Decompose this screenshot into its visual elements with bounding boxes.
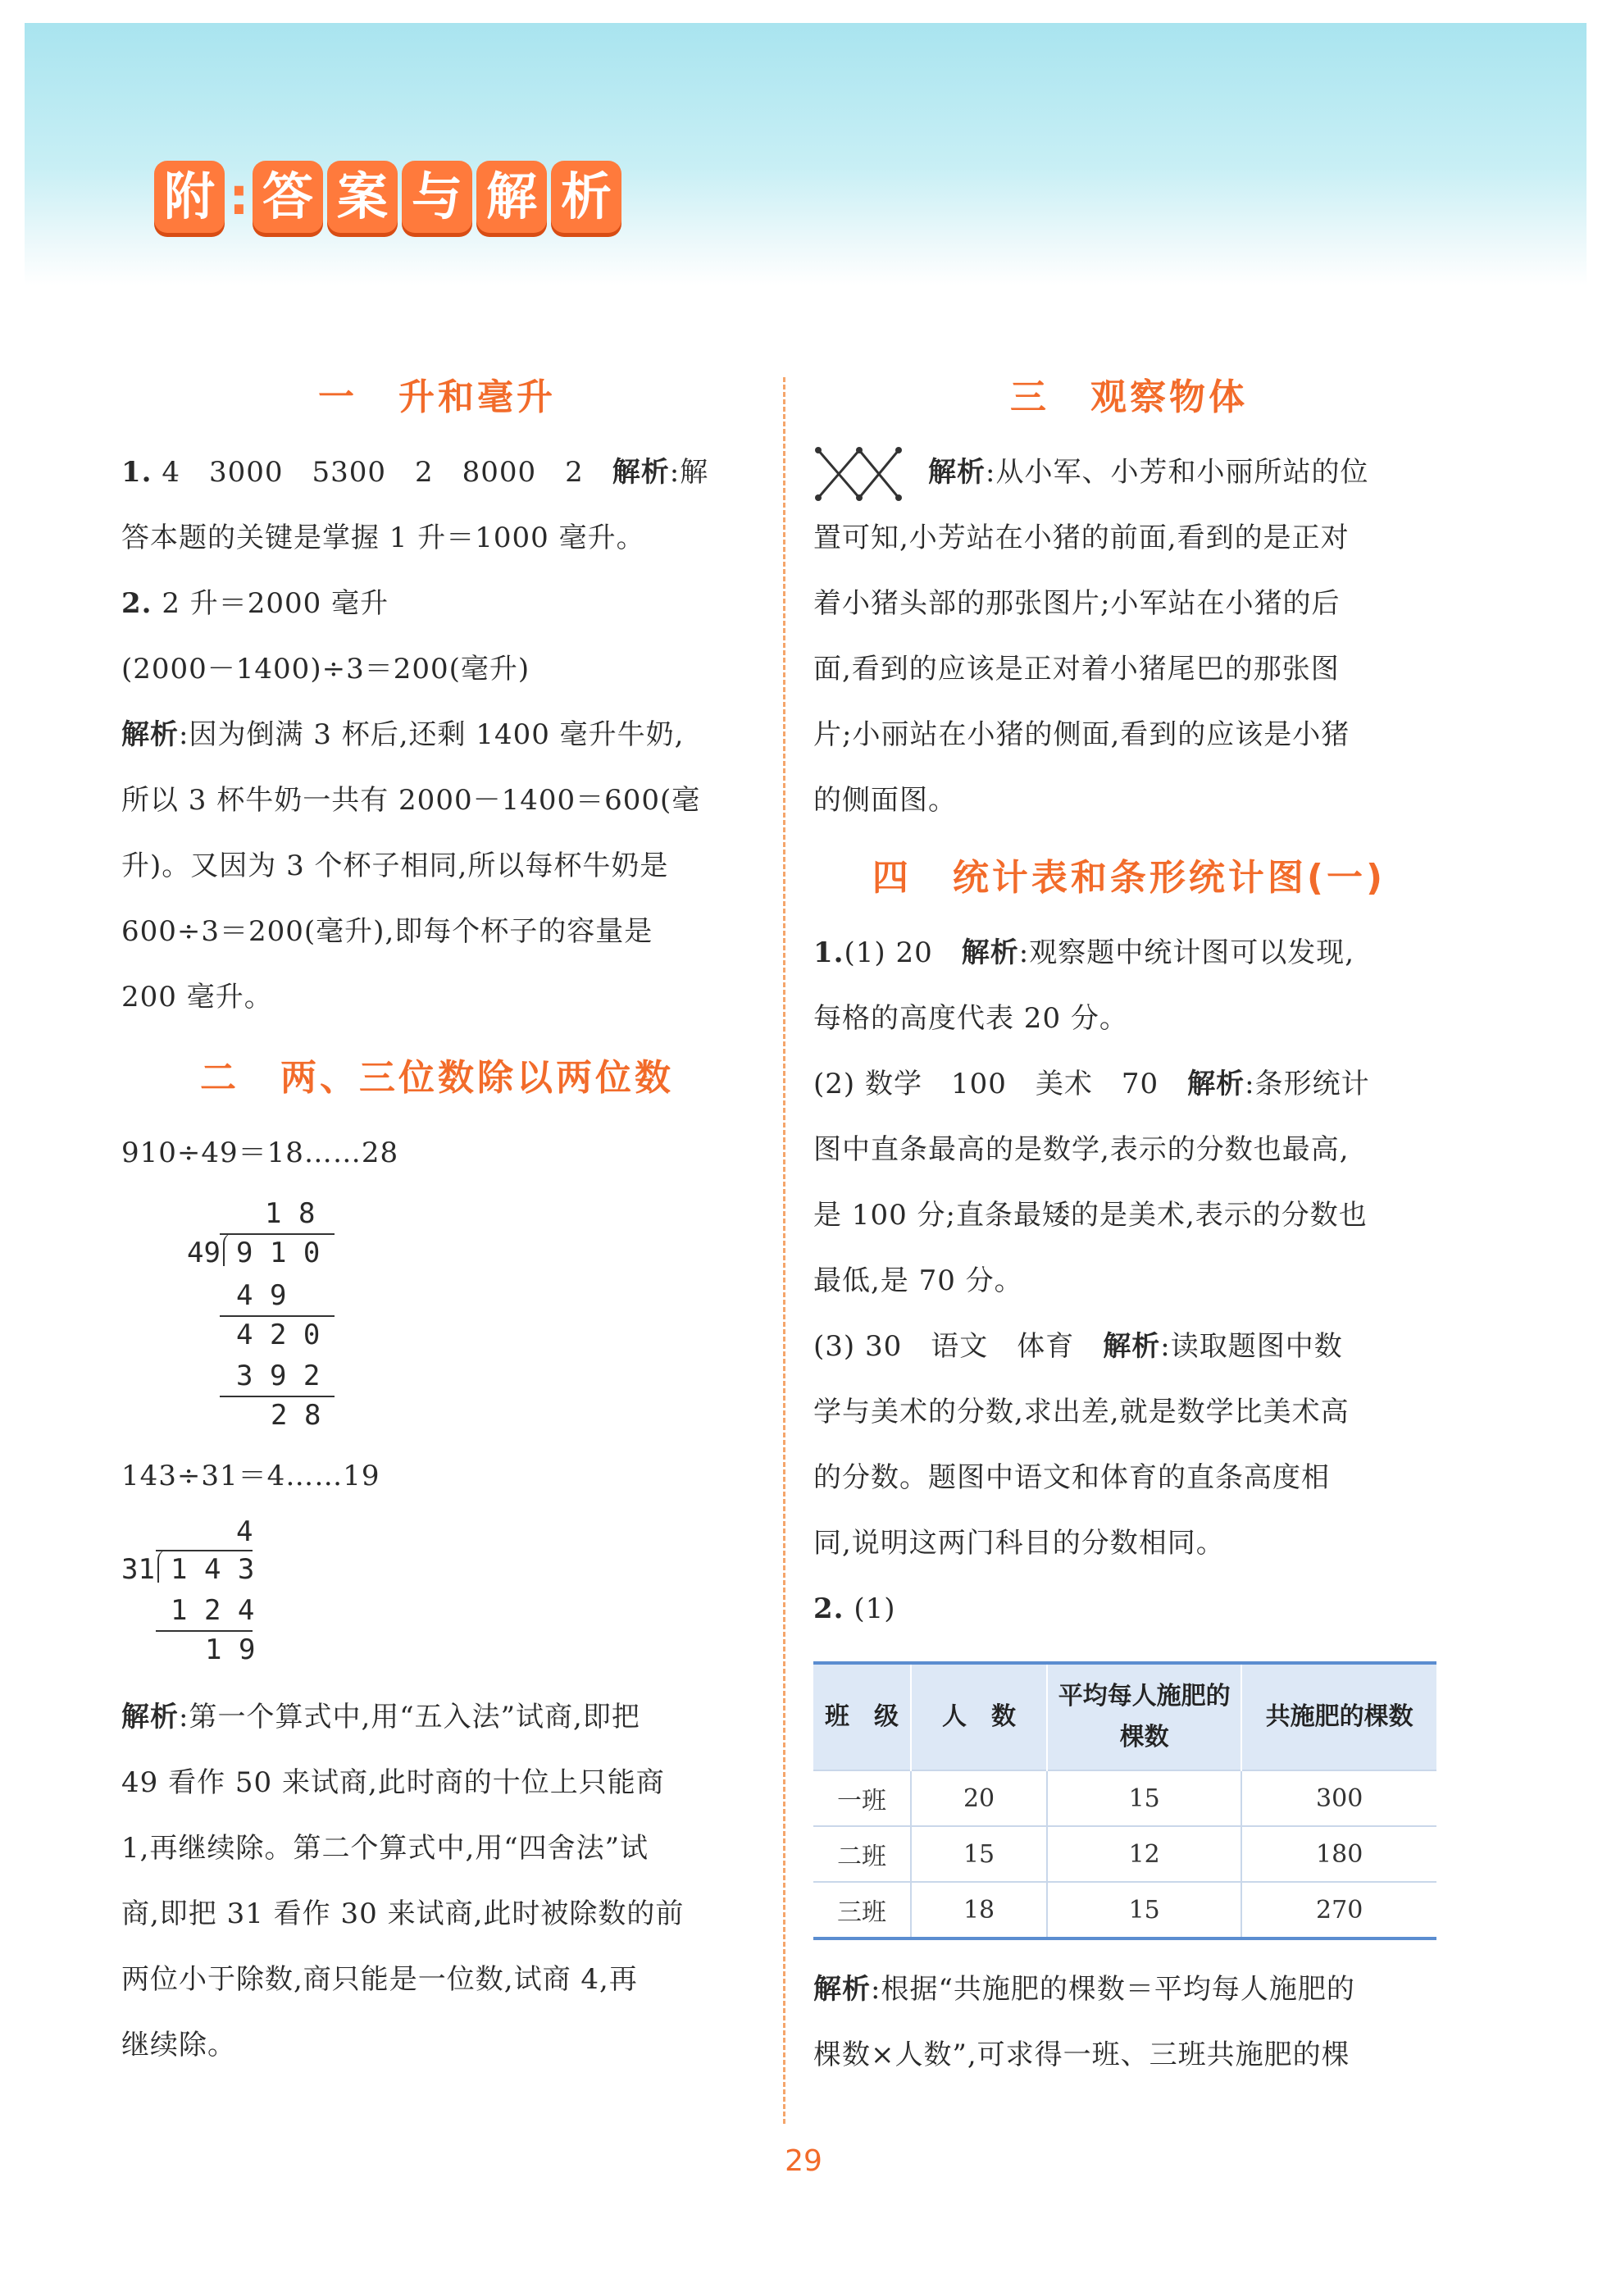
equation-1: 910÷49＝18……28 [121,1137,399,1169]
analysis-2-line: 解析:因为倒满 3 杯后,还剩 1400 毫升牛奶, [121,718,685,751]
table-header: 共施肥的棵数 [1241,1663,1436,1770]
section-title-2: 二 两、三位数除以两位数 [200,1057,674,1099]
analysis-3-line: 1,再继续除。第二个算式中,用“四舍法”试 [121,1832,649,1865]
analysis-3-line: 49 看作 50 来试商,此时商的十位上只能商 [121,1766,665,1799]
right-column [813,353,1445,2088]
analysis-2-line: 所以 3 杯牛奶一共有 2000－1400＝600(毫 [121,784,701,817]
table-cell: 15 [1047,1770,1241,1826]
analysis-2-line: 600÷3＝200(毫升),即每个杯子的容量是 [121,915,653,948]
analysis-2-line: 200 毫升。 [121,981,273,1014]
title-colon: : [229,166,249,226]
table-cell: 15 [911,1826,1047,1882]
header-band [25,23,1587,285]
analysis-observe-line: 片;小丽站在小猪的侧面,看到的应该是小猪 [813,718,1350,751]
left-column [121,353,753,2078]
answer-stat-3-line: 学与美术的分数,求出差,就是数学比美术高 [813,1396,1350,1428]
column-divider [783,377,785,2124]
section-title-4: 四 统计表和条形统计图(一) [872,857,1386,899]
table-cell: 20 [911,1770,1047,1826]
answer-1: 1. 4 3000 5300 2 8000 2 解析:解 [121,456,709,489]
analysis-observe-line: 置可知,小芳站在小猪的前面,看到的是正对 [813,522,1350,554]
answer-stat-2-line: 是 100 分;直条最矮的是美术,表示的分数也 [813,1199,1368,1232]
table-cell: 18 [911,1882,1047,1938]
title-char: 附 [154,161,225,233]
answer-stat-1-line: 每格的高度代表 20 分。 [813,1002,1128,1035]
table-cell: 15 [1047,1882,1241,1938]
answer-table-q: 2. (1) [813,1592,896,1625]
table-header: 人 数 [911,1663,1047,1770]
table-cell: 300 [1241,1770,1436,1826]
table-row [813,1770,1436,1826]
answer-1-line2: 答本题的关键是掌握 1 升＝1000 毫升。 [121,522,645,554]
table-header-row [813,1663,1436,1770]
section-title-3: 三 观察物体 [1010,376,1248,418]
fertilizer-table [813,1661,1436,1940]
answer-stat-1: 1.(1) 20 解析:观察题中统计图可以发现, [813,936,1354,969]
page-title [154,161,626,235]
page-number: 29 [785,2144,822,2178]
answer-stat-3-line: 同,说明这两门科目的分数相同。 [813,1527,1225,1560]
answer-stat-2-line: 图中直条最高的是数学,表示的分数也最高, [813,1133,1350,1166]
line-matching-diagram [813,445,904,503]
answer-2: 2. 2 升＝2000 毫升 [121,587,389,620]
answer-stat-2: (2) 数学 100 美术 70 解析:条形统计 [813,1068,1370,1100]
analysis-3-line: 解析:第一个算式中,用“五入法”试商,即把 [121,1701,640,1733]
analysis-table-line: 解析:根据“共施肥的棵数＝平均每人施肥的 [813,1973,1355,2006]
title-char: 答 [253,161,323,233]
analysis-2-line: 升)。又因为 3 个杯子相同,所以每杯牛奶是 [121,850,669,882]
section-title-1: 一 升和毫升 [318,376,556,418]
analysis-3-line: 两位小于除数,商只能是一位数,试商 4,再 [121,1963,638,1996]
analysis-observe-line: 解析:从小军、小芳和小丽所站的位 [813,440,1445,505]
table-cell: 一班 [813,1770,911,1826]
analysis-observe-line: 面,看到的应该是正对着小猪尾巴的那张图 [813,653,1340,686]
answer-2-formula: (2000－1400)÷3＝200(毫升) [121,653,530,686]
answer-stat-3: (3) 30 语文 体育 解析:读取题图中数 [813,1330,1343,1363]
analysis-observe-line: 的侧面图。 [813,784,957,817]
title-char: 解 [476,161,547,233]
long-division-1: 1 8 49 9 1 0 4 9 4 2 0 3 9 2 2 8 [121,1189,753,1435]
analysis-table-line: 棵数×人数”,可求得一班、三班共施肥的棵 [813,2039,1350,2071]
title-char: 与 [402,161,472,233]
answer-stat-3-line: 的分数。题图中语文和体育的直条高度相 [813,1461,1330,1494]
table-header: 平均每人施肥的棵数 [1047,1663,1241,1770]
analysis-3-line: 商,即把 31 看作 30 来试商,此时被除数的前 [121,1897,685,1930]
table-cell: 180 [1241,1826,1436,1882]
equation-2: 143÷31＝4……19 [121,1460,380,1492]
table-header: 班 级 [813,1663,911,1770]
analysis-3-line: 继续除。 [121,2029,236,2061]
long-division-2: 4 31 1 4 3 1 2 4 1 9 [121,1515,256,1666]
table-row [813,1826,1436,1882]
analysis-observe-line: 着小猪头部的那张图片;小军站在小猪的后 [813,587,1341,620]
table-cell: 270 [1241,1882,1436,1938]
title-char: 案 [327,161,398,233]
table-row [813,1882,1436,1938]
title-char: 析 [551,161,621,233]
table-cell: 三班 [813,1882,911,1938]
table-cell: 12 [1047,1826,1241,1882]
table-cell: 二班 [813,1826,911,1882]
answer-stat-2-line: 最低,是 70 分。 [813,1264,1023,1297]
